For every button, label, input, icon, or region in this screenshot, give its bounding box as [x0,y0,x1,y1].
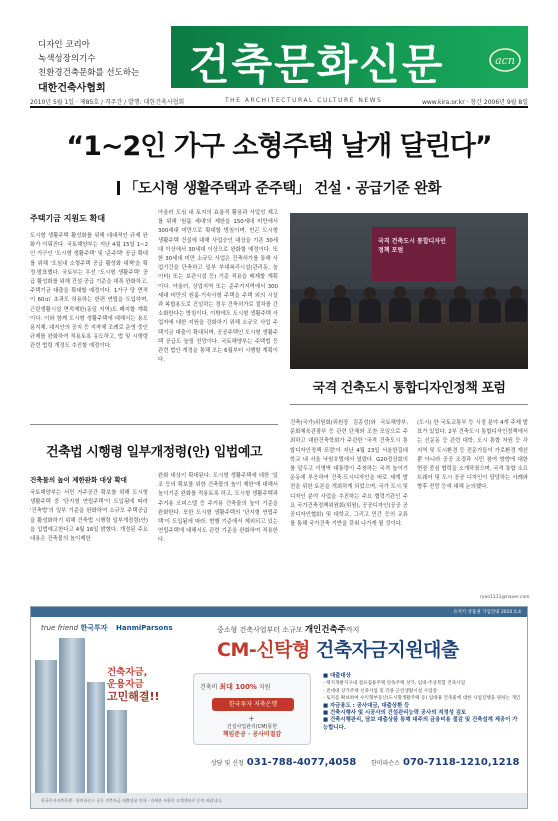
main-subheadline [30,177,528,198]
story2-column-2: (도시) 한 국토교통부 등 시정 분야 4개 주제 발표가 있었다. 2부 건축도시 통합디자인정책에서는 신운동 등 관련 대학, 도시 통합 자원 등 각 지역 및 도시환경 등 전문가들이 가로환경 개선 뿐 아니라 공공 조경과 시민 참여 방향에 대한 현장 중심 협력을 소개하였으며, 국격 통합 소프트웨어 및 도시 공공 디자인이 담당하는 사례와 향후 전망 등에 대해 논의했다. [417,420,528,491]
ad-title-rest: 건축자금지원대출 [309,639,459,661]
masthead-info-line [30,94,528,106]
story3-column-2: 완화 대상이 확대된다. 도시형 생활주택에 대한 '일조 등의 확보를 위한 건축물의 높이 제한'에 대해서 높이기준 완화를 적용토록 하고, 도시형 생활주택과 주거용 오피스텔 등 주거용 건축물의 높이 기준을 완화한다. 또한 도시형 생활주택의 '단지형 연립주택'이 도입됨에 따라, 현행 기준에서 제외되고 있는 연립주택에 대해서도 관련 기준을 완화하여 적용한다. [158,473,278,544]
ad-title-cm: CM-신탁형 [217,639,310,661]
issue-info: 2010년 5월 1일 · 제85호 / 격주간 / 발행: 대한건축사협회 [30,99,185,106]
story1-section-head: 주택기금 지원도 확대 [30,214,106,223]
photo-caption: 국격 건축도시 통합디자인정책 포럼 [312,381,506,396]
photo-person [299,299,321,323]
ad-subtitle [217,623,359,635]
ad-skyscraper-image [31,635,131,809]
ad-top-bar [31,607,528,617]
slogan-line: 디자인 코리아 [38,40,90,50]
section-rule [30,424,278,425]
true-friend-logo: true friend [41,624,79,632]
phone-right-number: 070-7118-1210,1218 [402,757,520,768]
ad-title [217,635,459,662]
ad-loan-details [323,673,521,732]
photo-projection-screen [372,227,456,281]
story3-headline: 건축법 시행령 일부개정령(안) 입법예고 [46,445,262,460]
story1-column-1: 도시형 생활주택 활성화를 위해 대대적인 규제 완화가 이뤄진다. 국토해양부는 지난 4월 15일 1~2인 가구인 '도시형 생활주택' 및 '준주택' 공급 확대를 위해 '도심내 소형주택 공급 활성화 대책'을 확정·발표했다. 국토부는 우선 '도시형 생활주택' 공급 활성화를 위해 건설·공급 기준을 대폭 완화하고, 주택기금 대출을 확대할 예정이다. 1가구 당 면적이 60㎡ 초과도 허용하는 한편 연립을 도입하며, 근린생활시설 면적제한(동일 지역)도 폐지할 계획이다. 이와 함께 도시형 생활주택에 대해서는 용도용지제, 대지안의 공지 등 지자체 조례로 운영 중인 규제를 완화하여 적용토록 유도하고, 법 및 시행령 관련 법령 개정도 추진할 예정이다. [30,233,148,350]
newspaper-title-banner [171,26,528,88]
cm-note-bold: 책임준공 · 공사비절감 [222,731,282,738]
loan-detail-item: ■ 건축시행관리, 담보 대출상품 통해 대주의 금융비용 절감 및 건축설계 제공이 가능합니다. [323,717,518,731]
photo-person [479,299,501,323]
skyscraper [87,682,105,809]
ad-phone-right [371,757,519,768]
rate-value: 최대 100% [219,683,257,691]
photo-person [329,297,351,321]
story2-column-1: 건축(국가)위원회(위원장 김종성)와 국토해양부, 문화체육관광부 등 관련 단체와 조찬 모임으로 주최하고 대한건축학회가 주관한 '국격 건축도시 통합디자인정책 포럼'이 지난 4월 23일 서울한길대학교 내 서울 낙원호텔에서 열렸다. G20정상회의를 앞두고 이명박 대통령이 주창하는 국격 높이기 운동에 부응하여 건축·도시디자인을 바로 세계 발전을 위한 토론을 개최하게 되었으며, 국가 도시 및 디자인 분야 사업을 추진하는 주요 협력기관인 주요 국가건축정책위원회(위원), 공공디자인(공공 공공디자인협회) 및 대학교, 그리고 민간 등의 교류를 통해 국가건축 기반을 갖춰 나가게 될 것이다. [290,420,408,528]
acn-logo-text: acn [495,54,515,67]
main-headline: “1~2인 가구 소형주택 날개 달린다” [66,131,492,162]
photo-person [389,298,411,322]
photo-credit: ryoo1111@naver.com [480,595,530,600]
korea-investment-logo: 한국투자 [80,624,108,632]
skyscraper [59,638,85,809]
plus-icon: + [248,714,255,723]
loan-details-heading: ■ 대출대상 [323,673,351,679]
ad-rate [200,682,270,692]
ad-phone-left [211,757,356,768]
ad-rate-box [193,673,311,745]
masthead-slogans [38,38,156,96]
loan-detail-item: ■ 건축시행사 및 시공사의 건설관리능력 공사의 적정성 검토 [323,710,467,717]
masthead-rule [30,106,528,108]
phone-right-label: 한미파슨스 [371,760,400,767]
slogan-line: 친환경건축문화를 선도하는 [38,68,140,78]
ad-subtitle-post: 까지 [345,626,360,634]
savings-bank-badge: 한국투자 저축은행 [212,698,294,711]
photo-screen-text: 국격 건축도시 통합디자인정책 포럼 [378,238,446,254]
loan-detail-item: - 전세대 상가주택 신축사업 및 각종 근린생활시설 사업장 [323,688,437,694]
caption-rule [290,404,528,405]
story3-column-1: 국토해양부는 서민 거주공간 확보를 위해 도시형 생활주택 중 '단지형 연립주택'이 도입됨에 따라 '건축법'의 일부 기준을 완화하여 소규모 주택공급을 활성화하기 위해 건축법 시행령 일부개정령(안)을 입법예고한다고 4월 16일 밝혔다. 개정된 주요내용은 건축물의 높이제한 [30,490,148,543]
subheadline-bar [117,181,120,195]
cm-note-line: 건설사업관리(CM)통한 [226,724,278,730]
ad-footer [31,793,528,809]
ad-cm-note [200,724,304,739]
ad-slogan-line: 고민해결!! [107,690,160,703]
loan-advertisement [30,606,528,809]
ad-top-bar-text: 유저키 상품권 가입안내 2010.5.4 [453,610,521,615]
subheadline-text: 「도시형 생활주택과 준주택」 건설 · 공급기준 완화 [124,181,441,197]
photo-person [449,298,471,322]
ad-slogan-line: 건축자금, [107,667,148,678]
photo-person [505,298,527,322]
hanmi-parsons-logo: HanmiParsons [116,624,173,632]
forum-photo [290,213,528,369]
loan-detail-item: - 토지를 확보하여 수익형부동산(도시형생활주택 등) 임대용 건축물에 대한 사업진행을 원하는 개인 [323,696,521,702]
ad-footer-text: 한국투자저축은행 · 한미파슨스 공동 건축자금 대출상품 안내 · 자세한 사항은 고객센터로 문의 바랍니다. [41,798,223,803]
organization-name: 대한건축사협회 [38,83,106,94]
masthead [0,0,558,106]
website-info: www.kira.or.kr · 창간 2006년 9월 8일 [421,99,528,106]
photo-person [359,299,381,323]
ad-subtitle-bold: 개인건축주 [304,625,346,635]
english-title: THE ARCHITECTURAL CULTURE NEWS [225,97,383,104]
photo-person [419,299,441,323]
ad-slogan [107,667,160,703]
acn-logo-icon [488,46,522,74]
loan-detail-item: - 택지개발지구내 점포겸용주택 단독주택 상가, 임대·주상복합 건축사업 [323,681,466,687]
skyscraper [35,660,57,809]
story3-subhead: 건축물의 높이 제한완화 대상 확대 [30,476,127,484]
rate-suffix: 지원 [258,684,271,691]
phone-left-number: 031-788-4077,4058 [246,757,357,768]
loan-detail-item: ■ 자금용도 : 공사대금, 대출상환 등 [323,702,410,709]
slogan-line: 녹색성장의기수 [38,54,96,64]
ad-logos [41,623,173,633]
story1-column-2: 아울러 도심 내 토지의 효율적 활용과 사업성 제고를 위해 '원룸 세대'의 제한을 150세대 미만에서 300세대 미만으로 확대할 방침이며, 빈곤 도시형 생활주택 건설에 대해 사업승인 대상을 기존 30세대 이상에서 30세대 이상으로 완화할 예정이다. 또한 30세대 미만 소규모 사업은 건축허가를 통해 사업기간을 단축하고 일부 부대복리시설(관리동, 놀이터) 또는 보관시설 등) 기준 적용을 배제할 계획이다. 아울러, 상업지역 또는 준주거지역에서 300세대 미만의 원룸·기숙사형 주택을 주택 외의 시설과 복합용도로 건설하는 경우 건축허가로 절차를 간소화한다는 방침이다. 이밖에도 도시형 생활주택 사업자에 대한 지원을 강화하기 위해 소규모 사업 주택기금 대출이 확대되며, 공공주택인 도시형 생활주택 공급도 늘릴 전망이다. 국토해양부는 주택법 등 관련 법안 개정을 통해 오는 6월부터 시행할 계획이다. [158,210,278,364]
ad-subtitle-pre: 중소형 건축사업부터 소규모 [217,626,303,634]
phone-left-label: 상담 및 신청 [211,760,244,767]
newspaper-title: 건축문화신문 [189,40,445,89]
ad-slogan-line: 운용자금 [107,679,144,690]
rate-label: 건축비 [200,684,218,691]
